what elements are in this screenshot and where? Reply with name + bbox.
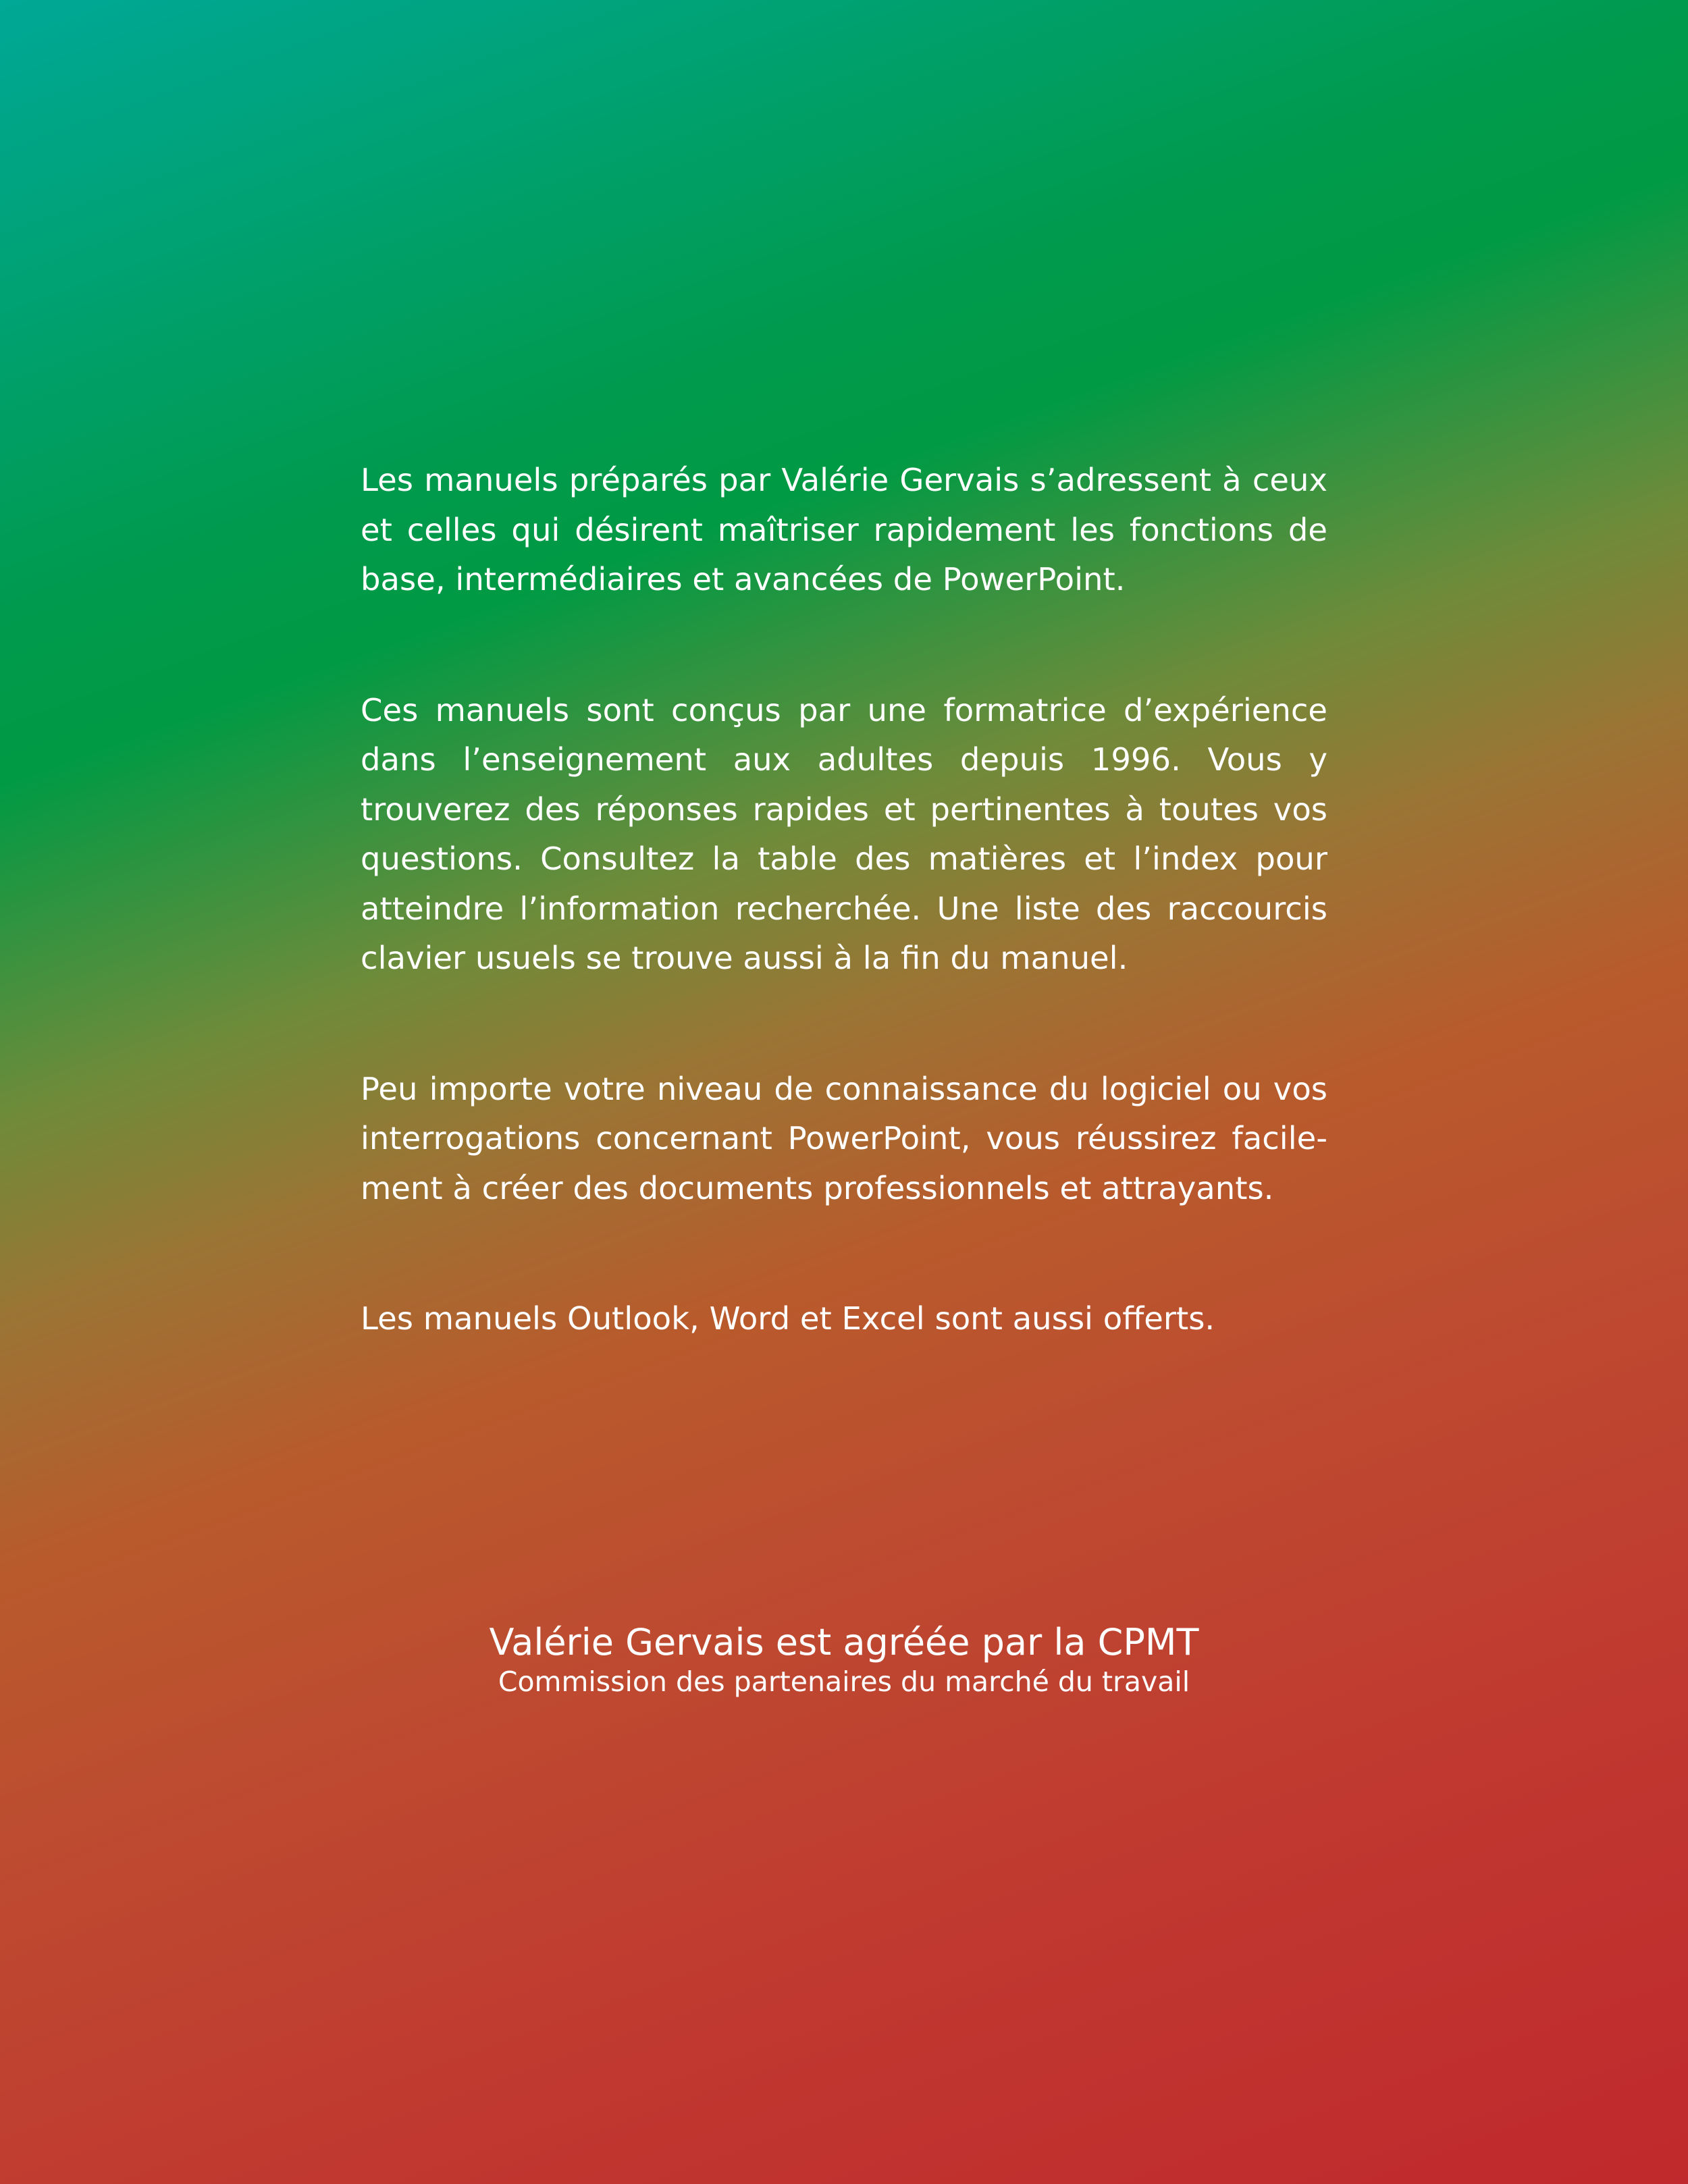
- accreditation-subtitle: Commission des partenaires du marché du travail: [498, 1666, 1190, 1698]
- paragraph-intro: Les manuels préparés par Valérie Gervais s’adressent à ceux et celles qui désirent maîtriser rapidement les fonctions de base, intermédiaires et avancées de PowerPoint.: [361, 462, 1327, 597]
- accreditation-block: [0, 1620, 1688, 1699]
- paragraph-other-manuals: Les manuels Outlook, Word et Excel sont aussi offerts.: [361, 1300, 1215, 1337]
- back-cover-text: [361, 456, 1327, 1425]
- paragraph-skill-level: Peu importe votre niveau de connaissance du logiciel ou vos interrogations concernant PowerPoint, vous réussirez facilement à créer des documents professionnels et attrayants.: [361, 1070, 1327, 1206]
- paragraph-author-experience: Ces manuels sont conçus par une formatrice d’expérience dans l’enseignement aux adultes depuis 1996. Vous y trouverez des réponses rapides et pertinentes à toutes vos questions. Consultez la table des matières et l’index pour atteindre l’information recherchée. Une liste des raccourcis clavier usuels se trouve aussi à la fin du manuel.: [361, 691, 1327, 976]
- accreditation-title: Valérie Gervais est agréée par la CPMT: [489, 1621, 1199, 1663]
